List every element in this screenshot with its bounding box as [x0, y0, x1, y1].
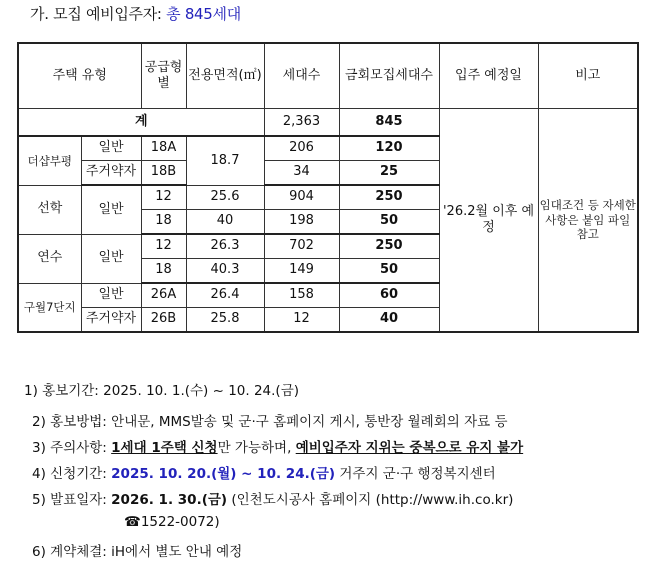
note-announce-date: 2026. 1. 30.(금) — [111, 492, 228, 508]
header-move-in: 입주 예정일 — [439, 43, 538, 109]
header-remark: 비고 — [538, 43, 638, 109]
note-caution-mid: 만 가능하며, — [217, 440, 296, 456]
section-title-total: 총 845세대 — [166, 5, 241, 23]
section-title-prefix: 가. 모집 예비입주자: — [30, 5, 167, 23]
recruit-units: 250 — [339, 234, 439, 259]
supply-type: 18A — [141, 136, 186, 161]
complex-name: 연수 — [18, 234, 81, 283]
total-units: 2,363 — [264, 109, 339, 137]
units: 12 — [264, 308, 339, 333]
recruit-units: 120 — [339, 136, 439, 161]
note-caution — [32, 436, 523, 456]
category: 주거약자 — [81, 161, 141, 186]
recruit-units: 50 — [339, 210, 439, 235]
recruit-units: 25 — [339, 161, 439, 186]
move-in-date: '26.2월 이후 예정 — [439, 109, 538, 333]
note-announce-rest: (인천도시공사 홈페이지 (http://www.ih.co.kr) — [227, 492, 514, 508]
category: 일반 — [81, 136, 141, 161]
table-total-row — [18, 109, 638, 137]
recruit-units: 50 — [339, 259, 439, 284]
units: 702 — [264, 234, 339, 259]
header-type: 주택 유형 — [18, 43, 141, 109]
note-apply-label: 4) 신청기간: — [32, 466, 112, 482]
note-promo-method: 2) 홍보방법: 안내문, MMS발송 및 군·구 홈페이지 게시, 통반장 월례회의 자료 등 — [32, 414, 508, 430]
note-promo-period: 1) 홍보기간: 2025. 10. 1.(수) ~ 10. 24.(금) — [24, 383, 300, 399]
area: 26.4 — [186, 283, 264, 308]
header-area: 전용면적(㎡) — [186, 43, 264, 109]
note-announce — [32, 488, 513, 508]
area: 25.8 — [186, 308, 264, 333]
note-phone: ☎1522-0072) — [124, 514, 220, 530]
category: 주거약자 — [81, 308, 141, 333]
supply-type: 18 — [141, 210, 186, 235]
supply-type: 12 — [141, 185, 186, 210]
table-header-row — [18, 43, 638, 109]
category: 일반 — [81, 234, 141, 283]
section-title — [30, 3, 241, 24]
area: 40 — [186, 210, 264, 235]
supply-type: 12 — [141, 234, 186, 259]
remark-text: 임대조건 등 자세한 사항은 붙임 파일 참고 — [538, 109, 638, 333]
total-recruit: 845 — [339, 109, 439, 137]
note-contract: 6) 계약체결: iH에서 별도 안내 예정 — [32, 544, 243, 560]
complex-name: 선학 — [18, 185, 81, 234]
complex-name: 더샵부평 — [18, 136, 81, 185]
complex-name: 구월7단지 — [18, 283, 81, 332]
units: 34 — [264, 161, 339, 186]
supply-type: 26A — [141, 283, 186, 308]
note-apply-dates: 2025. 10. 20.(월) ~ 10. 24.(금) — [111, 466, 336, 482]
supply-type: 18B — [141, 161, 186, 186]
area: 26.3 — [186, 234, 264, 259]
units: 198 — [264, 210, 339, 235]
units: 206 — [264, 136, 339, 161]
header-supply: 공급형별 — [141, 43, 186, 109]
header-recruit: 금회모집세대수 — [339, 43, 439, 109]
note-apply-rest: 거주지 군·구 행정복지센터 — [335, 466, 496, 482]
note-announce-label: 5) 발표일자: — [32, 492, 112, 508]
recruit-units: 60 — [339, 283, 439, 308]
units: 904 — [264, 185, 339, 210]
units: 158 — [264, 283, 339, 308]
note-caution-part1: 1세대 1주택 신청 — [111, 440, 218, 456]
area: 18.7 — [186, 136, 264, 185]
supply-type: 18 — [141, 259, 186, 284]
note-apply-period — [32, 462, 496, 482]
category: 일반 — [81, 185, 141, 234]
header-units: 세대수 — [264, 43, 339, 109]
recruit-units: 40 — [339, 308, 439, 333]
supply-type: 26B — [141, 308, 186, 333]
category: 일반 — [81, 283, 141, 308]
note-caution-label: 3) 주의사항: — [32, 440, 112, 456]
total-label: 계 — [18, 109, 264, 137]
note-caution-part2: 예비입주자 지위는 중복으로 유지 불가 — [295, 440, 524, 456]
units: 149 — [264, 259, 339, 284]
recruit-units: 250 — [339, 185, 439, 210]
allocation-table — [17, 42, 639, 333]
area: 40.3 — [186, 259, 264, 284]
area: 25.6 — [186, 185, 264, 210]
